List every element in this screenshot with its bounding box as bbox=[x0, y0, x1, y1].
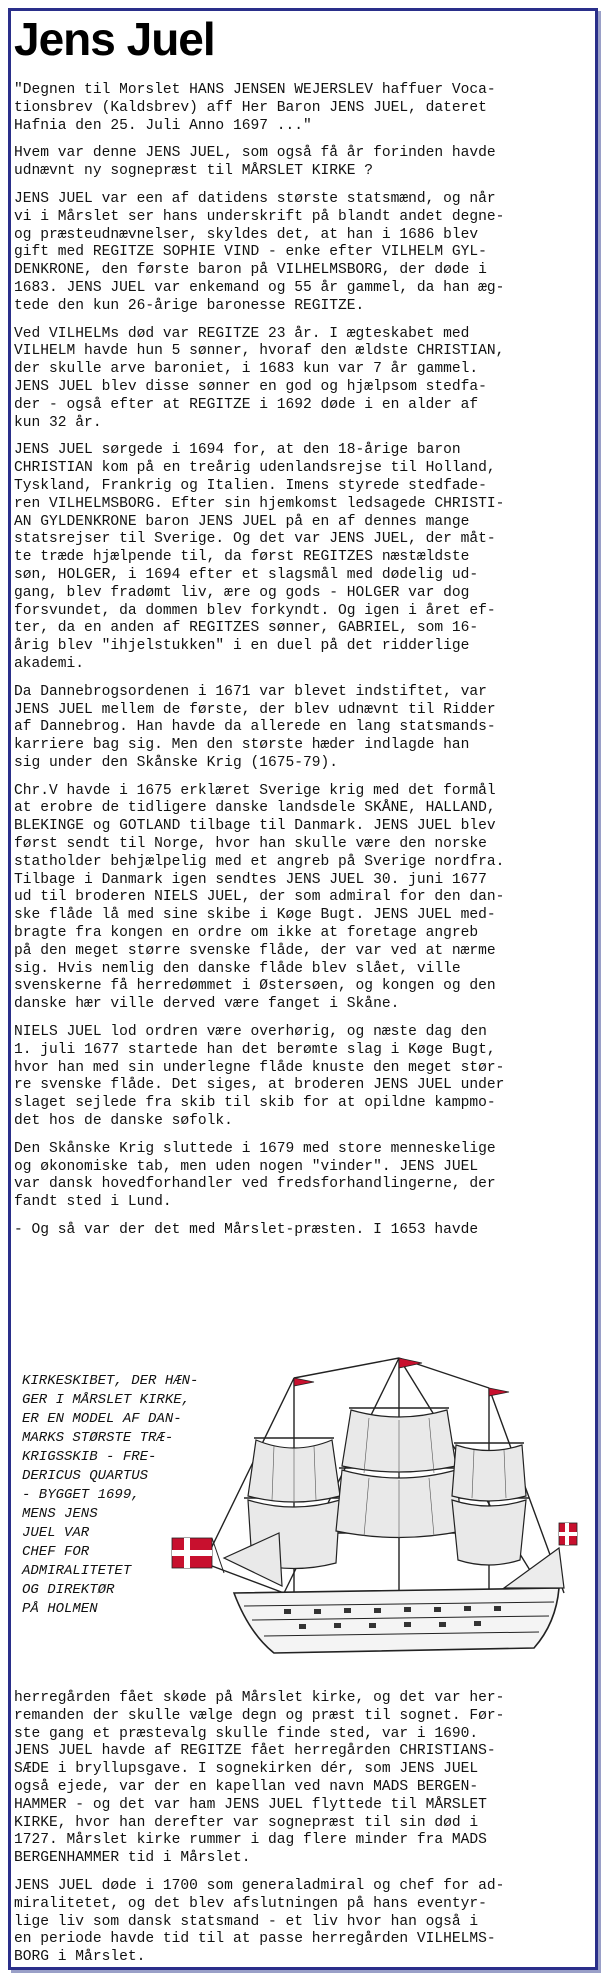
paragraph: JENS JUEL sørgede i 1694 for, at den 18-årige baron CHRISTIAN kom på en treårig udenlandsrejse til Holland, Tyskland, Frankrig og Italien. Imens styrede stedfade- ren VILHELMSBORG. Efter sin hjemkomst ledsagede CHRISTI- AN GYLDENKRONE baron JENS JUEL på en af dennes mange statsrejser til Sverige. Og det var JENS JUEL, der måt- te træde hjælpende til, da først REGITZES næstældste søn, HOLGER, i 1694 efter et slagsmål med dødelig ud- gang, blev fradømt liv, ære og gods - HOLGER var dog forsvundet, da dommen blev forkyndt. Og igen i året ef- ter, da en anden af REGITZES sønner, GABRIEL, som 16- årig blev "ihjelstukken" i en duel på det ridderlige akademi. bbox=[14, 442, 505, 672]
ship-figure bbox=[14, 1348, 580, 1678]
sailing-ship-icon bbox=[164, 1348, 580, 1678]
paragraph: Hvem var denne JENS JUEL, som også få år forinden havde udnævnt ny sognepræst til MÅRSLET KIRKE ? bbox=[14, 145, 496, 180]
paragraph: herregården fået skøde på Mårslet kirke, og det var her- remanden der skulle vælge degn og præst til sognet. Før- ste gang et præstevalg skulle finde sted, var i 1690. JENS JUEL havde af REGITZE fået herregården CHRISTIANS- SÆDE i bryllupsgave. I sognekirken dér, som JENS JUEL også ejede, var der en kapellan ved navn MADS BERGEN- HAMMER - og det var ham JENS JUEL flyttede til MÅRSLET KIRKE, hvor han derefter var sognepræst til sin død i 1727. Mårslet kirke rummer i dag flere minder fra MADS BERGENHAMMER tid i Mårslet. bbox=[14, 1690, 505, 1867]
article-title: Jens Juel bbox=[14, 13, 215, 65]
paragraph: NIELS JUEL lod ordren være overhørig, og næste dag den 1. juli 1677 startede han det berømte slag i Køge Bugt, hvor han med sin underlegne flåde knuste den meget stør- re svenske flåde. Det siges, at broderen JENS JUEL under slaget sejlede fra skib til skib for at opildne kampmo- det hos de danske søfolk. bbox=[14, 1024, 505, 1130]
paragraph: Chr.V havde i 1675 erklæret Sverige krig med det formål at erobre de tidligere danske landsdele SKÅNE, HALLAND, BLEKINGE og GOTLAND tilbage til Danmark. JENS JUEL blev først sendt til Norge, hvor han skulle være den norske statholder behjælpelig med et angreb på Sverige nordfra. Tilbage i Danmark igen sendtes JENS JUEL 30. juni 1677 ud til broderen NIELS JUEL, der som admiral for den dan- ske flåde lå med sine skibe i Køge Bugt. JENS JUEL med- bragte fra kongen en ordre om ikke at foretage angreb på den meget større svenske flåde, der var ved at nærme sig. Hvis nemlig den danske flåde blev slået, ville svenskerne få herredømmet i Østersøen, og kongen og den danske hær ville derved være fanget i Skåne. bbox=[14, 782, 505, 1013]
paragraph: JENS JUEL døde i 1700 som generaladmiral og chef for ad- miralitetet, og det blev afslutningen på hans eventyr- lige liv som dansk statsmand - et liv hvor han også i en periode havde tid til at passe herregården VILHELMS- BORG i Mårslet. bbox=[14, 1877, 505, 1966]
paragraph: Den Skånske Krig sluttede i 1679 med store menneskelige og økonomiske tab, men uden nogen "vinder". JENS JUEL var dansk hovedforhandler ved fredsforhandlingerne, der fandt sted i Lund. bbox=[14, 1140, 496, 1211]
paragraph: "Degnen til Morslet HANS JENSEN WEJERSLEV haffuer Voca- tionsbrev (Kaldsbrev) aff Her Baron JENS JUEL, dateret Hafnia den 25. Juli Anno 1697 ..." bbox=[14, 82, 496, 134]
article-body bbox=[14, 82, 576, 1250]
paragraph: - Og så var der det med Mårslet-præsten. I 1653 havde bbox=[14, 1222, 479, 1239]
paragraph: JENS JUEL var een af datidens største statsmænd, og når vi i Mårslet ser hans underskrift på blandt andet degne- og præsteudnævnelser, skyldes det, at han i 1686 blev gift med REGITZE SOPHIE VIND - enke efter VILHELM GYL- DENKRONE, den første baron på VILHELMSBORG, der døde i 1683. JENS JUEL var enkemand og 55 år gammel, da han æg- tede den kun 26-årige baronesse REGITZE. bbox=[14, 190, 505, 314]
paragraph: Da Dannebrogsordenen i 1671 var blevet indstiftet, var JENS JUEL mellem de første, der blev udnævnt til Ridder af Dannebrog. Han havde da allerede en lang statsmands- karriere bag sig. Men den største hæder indlagde han sig under den Skånske Krig (1675-79). bbox=[14, 683, 496, 771]
figure-caption: KIRKESKIBET, DER HÆN- GER I MÅRSLET KIRKE, ER EN MODEL AF DAN- MARKS STØRSTE TRÆ- KRIGSSKIB - FRE- DERICUS QUARTUS - BYGGET 1699, MENS JENS JUEL VAR CHEF FOR ADMIRALITETET OG DIREKTØR PÅ HOLMEN bbox=[22, 1373, 199, 1617]
paragraph: Ved VILHELMs død var REGITZE 23 år. I ægteskabet med VILHELM havde hun 5 sønner, hvoraf den ældste CHRISTIAN, der skulle arve baroniet, i 1683 kun var 7 år gammel. JENS JUEL blev disse sønner en god og hjælpsom stedfa- der - også efter at REGITZE i 1692 døde i en alder af kun 32 år. bbox=[14, 325, 505, 431]
article-body-continued bbox=[14, 1690, 576, 1977]
